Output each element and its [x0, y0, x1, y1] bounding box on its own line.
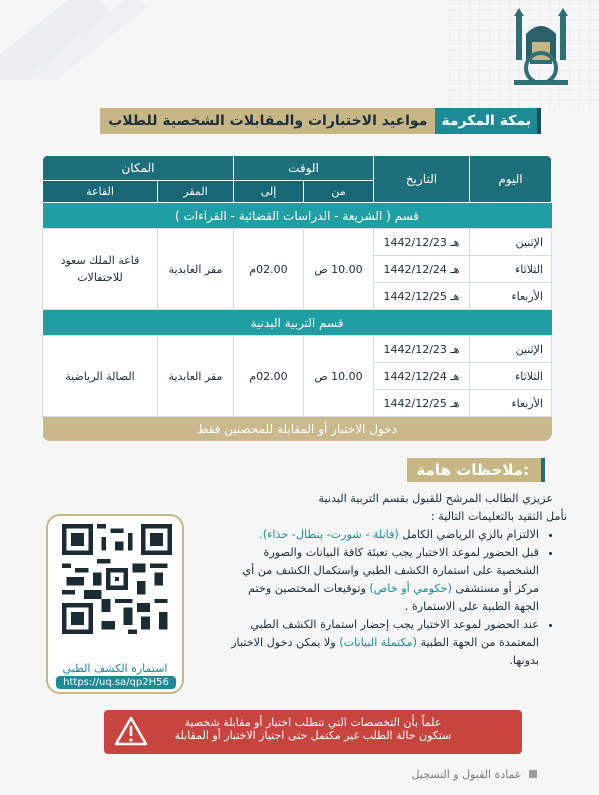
hq-cell: مقر العابدية	[158, 229, 234, 310]
notes-intro: عزيزي الطالب المرشح للقبول بقسم التربية البدنية	[318, 492, 553, 505]
decorative-corner	[0, 0, 160, 84]
col-hq: المقر	[158, 181, 234, 203]
bullet-highlight: (فانلة - شورت- بنطال- حذاء).	[259, 528, 399, 541]
date-cell: 1442/12/24 هـ	[374, 256, 470, 283]
qr-card[interactable]	[46, 514, 184, 694]
day-cell: الأربعاء	[470, 390, 552, 417]
warning-banner	[104, 710, 522, 754]
table-row	[43, 229, 552, 256]
col-from: من	[304, 181, 374, 203]
bullet-text: عند الحضور لموعد الاختبار يجب إحضار استمارة الكشف الطبي المعتمدة من الجهة الطبية	[250, 618, 539, 649]
day-cell: الثلاثاء	[470, 256, 552, 283]
col-time: الوقت	[234, 156, 374, 181]
schedule-table	[42, 155, 552, 441]
bullet-text: وتوقيعات المختصين وختم الجهة الطبية على الاستمارة .	[248, 582, 539, 613]
to-cell: 02.00م	[234, 229, 304, 310]
table-row	[43, 336, 552, 363]
footer	[412, 768, 538, 781]
date-cell: 1442/12/23 هـ	[374, 229, 470, 256]
warning-line: ستكون حالة الطلب غير مكتمل حتى اجتياز الاختبار أو المقابلة	[174, 729, 452, 742]
bullet-text: قبل الحضور لموعد الاختبار يجب تعبئة كافة البيانات والصورة الشخصية على استمارة الكشف الطبي واستكمال الكشف من أي مركز أو مستشفى	[242, 546, 539, 595]
notes-intro: نأمل التقيد بالتعليمات التالية :	[430, 510, 567, 523]
col-day: اليوم	[470, 156, 552, 203]
col-hall: القاعة	[43, 181, 158, 203]
qr-label: استمارة الكشف الطبي	[62, 662, 168, 675]
vaccinated-only-note: دخول الاختبار أو المقابلة للمحصنين فقط	[43, 417, 552, 441]
warning-icon	[114, 716, 148, 746]
list-item	[223, 526, 539, 544]
title-main: مواعيد الاختبارات والمقابلات الشخصية للطلاب	[100, 108, 435, 134]
hall-cell: قاعة الملك سعود للاحتفالات	[43, 229, 158, 310]
date-cell: 1442/12/24 هـ	[374, 363, 470, 390]
qr-url-link[interactable]: https://uq.sa/qp2H56	[56, 676, 176, 689]
page-title	[100, 108, 541, 134]
list-item	[223, 544, 539, 616]
col-date: التاريخ	[374, 156, 470, 203]
from-cell: 10.00 ص	[304, 229, 374, 310]
notes-heading: ملاحظات هامة:	[407, 458, 545, 482]
col-place: المكان	[43, 156, 234, 181]
university-logo-icon	[510, 6, 572, 88]
bullet-text: ولا يمكن دخول الاختبار بدونها.	[231, 636, 539, 667]
hall-cell: الصالة الرياضية	[43, 336, 158, 417]
list-item	[223, 616, 539, 670]
hq-cell: مقر العابدية	[158, 336, 234, 417]
bullet-highlight: (مكتملة البيانات)	[339, 636, 417, 649]
bullet-text: الالتزام بالزي الرياضي الكامل	[402, 528, 539, 541]
to-cell: 02.00م	[234, 336, 304, 417]
section-title: قسم ( الشريعة - الدراسات القضائية - القراءات )	[43, 203, 552, 229]
section-title: قسم التربية البدنية	[43, 310, 552, 336]
day-cell: الإثنين	[470, 229, 552, 256]
date-cell: 1442/12/25 هـ	[374, 390, 470, 417]
qr-code-icon	[62, 524, 172, 634]
day-cell: الثلاثاء	[470, 363, 552, 390]
from-cell: 10.00 ص	[304, 336, 374, 417]
date-cell: 1442/12/25 هـ	[374, 283, 470, 310]
footer-bullet-icon	[529, 770, 537, 778]
day-cell: الإثنين	[470, 336, 552, 363]
title-location: بمكة المكرمة	[435, 108, 541, 134]
notes-body	[223, 490, 567, 670]
bullet-highlight: (حكومي أو خاص)	[369, 582, 452, 595]
warning-line: علماً بأن التخصصات التي تتطلب اختبار أو مقابلة شخصية	[184, 716, 442, 729]
footer-text: عمادة القبول و التسجيل	[411, 768, 522, 781]
date-cell: 1442/12/23 هـ	[374, 336, 470, 363]
col-to: إلى	[234, 181, 304, 203]
day-cell: الأربعاء	[470, 283, 552, 310]
